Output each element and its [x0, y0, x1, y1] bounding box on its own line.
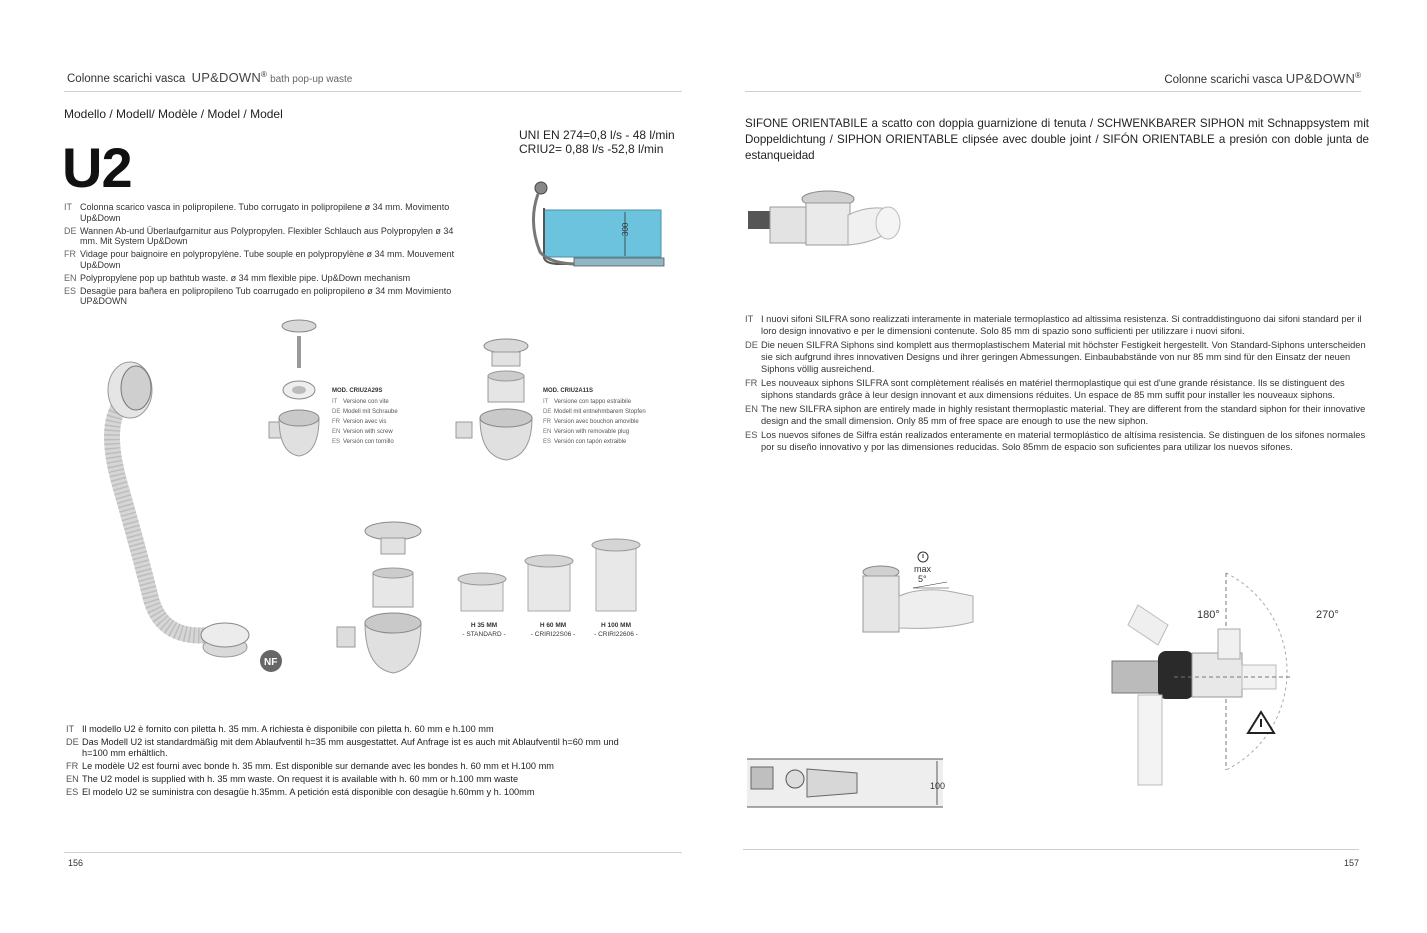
lang-code: FR — [66, 761, 79, 771]
lang-code: ES — [64, 285, 77, 296]
description-list — [64, 202, 456, 309]
lang-code: IT — [332, 399, 338, 405]
description-text: Wannen Ab-und Überlaufgarnitur aus Polypropylen. Flexibler Schlauch aus Polypropylen ø 34 mm. Mit System Up&Down — [80, 225, 454, 246]
criu2a11s-exploded-image — [452, 338, 542, 468]
description-text: Colonna scarico vasca in polipropilene. Tubo corrugato in polipropilene ø 34 mm. Movimento Up&Down — [80, 202, 450, 223]
left-page — [0, 0, 713, 933]
mod-text: Version avec bouchon amovible — [554, 419, 639, 425]
mod-text: Version avec vis — [343, 419, 387, 425]
siphon-tilt-image — [853, 548, 983, 640]
header-subtitle: bath pop-up waste — [270, 74, 353, 85]
size-height: H 100 MM — [601, 622, 631, 629]
note-text: Le modèle U2 est fourni avec bonde h. 35 mm. Est disponible sur demande avec les bondes h. 60 mm et H.100 mm — [82, 761, 554, 771]
description-item — [64, 202, 456, 223]
description-text: Los nuevos sifones de Silfra están realizados enteramente en material termoplástico de altísima resistencia. Se distinguen de los sifones normales por su diseño innovativo y por las dimensiones reducidas. Solo 85mm de espacio son suficientes para utilizar los nuevos sifones. — [761, 430, 1366, 452]
note-item — [66, 737, 641, 759]
criu2a29s-exploded-image — [255, 318, 330, 468]
size-height: H 35 MM — [470, 622, 498, 629]
diagram-dim-300: 300 — [621, 222, 630, 236]
lang-code: IT — [543, 399, 549, 405]
footer-rule — [743, 849, 1359, 850]
lang-code: ES — [66, 787, 79, 797]
lang-code: EN — [332, 429, 341, 435]
mod-row — [332, 417, 398, 427]
mod-criu2a29s-legend — [332, 386, 398, 447]
flow-rates — [519, 128, 675, 156]
mod-row — [332, 397, 398, 407]
mod-row — [543, 407, 646, 417]
left-header — [67, 70, 352, 85]
lang-code: ES — [332, 439, 341, 445]
lang-code: DE — [64, 225, 77, 236]
lang-code: ES — [543, 439, 552, 445]
page-number: 156 — [68, 858, 84, 868]
lang-code: FR — [64, 249, 76, 259]
note-text: El modelo U2 se suministra con desagüe h.35mm. A petición está disponible con desagüe h.60mm y h. 100mm — [82, 787, 535, 797]
mod-row — [543, 437, 646, 447]
mod-row — [543, 417, 646, 427]
waste-body-exploded-image — [335, 523, 435, 683]
description-text: I nuovi sifoni SILFRA sono realizzati interamente in materiale termoplastico ad altissima resistenza. Si contraddistinguono dai sifoni standard per il loro design innovativo e per le dimensioni contenute. Solo 85 mm di spazio sono sufficienti per utilizzare i nuovi sifoni. — [761, 314, 1362, 336]
mod-row — [332, 407, 398, 417]
lang-code: EN — [745, 404, 758, 414]
lang-code: FR — [332, 419, 340, 425]
nf-mark-text: NF — [264, 657, 278, 668]
size-code: - CRIRI22S06 - — [530, 631, 576, 638]
mod-text: Versión con tornillo — [343, 439, 394, 445]
header-title: Colonne scarichi vasca — [67, 73, 186, 85]
mod-row — [332, 427, 398, 437]
right-page — [713, 0, 1427, 933]
note-text: The U2 model is supplied with h. 35 mm waste. On request it is available with h. 60 mm or h.100 mm waste — [82, 774, 519, 784]
lang-code: DE — [332, 409, 341, 415]
note-item — [66, 761, 641, 772]
lang-code: IT — [66, 724, 75, 734]
lang-code: IT — [64, 202, 72, 212]
lang-code: IT — [745, 314, 754, 324]
section-dim-100: 100 — [930, 781, 946, 791]
mod-text: Versione con vite — [343, 399, 389, 405]
description-text: Polypropylene pop up bathtub waste. ø 34 mm flexible pipe. Up&Down mechanism — [80, 272, 411, 283]
size-height: H 60 MM — [539, 622, 567, 629]
header-title: Colonne scarichi vasca — [1164, 74, 1283, 86]
flow-line-2: CRIU2= 0,88 l/s -52,8 l/min — [519, 142, 664, 156]
note-item — [66, 724, 641, 735]
model-label: Modello / Modell/ Modèle / Model / Model — [64, 107, 283, 121]
mod-text: Versión con tapón extraible — [554, 439, 627, 445]
page-number: 157 — [1343, 858, 1359, 868]
waste-sizes-image — [455, 535, 645, 615]
mod-title: MOD. CRIU2A11S — [543, 388, 594, 394]
description-text: Desagüe para bañera en polipropileno Tub coarrugado en polipropileno ø 34 mm Movimiento UP&DOWN — [80, 285, 452, 306]
description-item — [745, 339, 1371, 375]
description-text: The new SILFRA siphon are entirely made in highly resistant thermoplastic material. They are different from the standard siphon for their innovative design and the small dimension. Only 85 mm of free space are enough to use the new siphon. — [761, 404, 1366, 426]
note-item — [66, 787, 641, 798]
tilt-angle-label: 5° — [918, 574, 927, 584]
lang-code: EN — [64, 272, 77, 283]
header-brand: UP&DOWN — [1285, 71, 1356, 86]
mod-text: Version with removable plug — [554, 429, 630, 435]
siphon-section-diagram — [747, 753, 967, 813]
size-h100 — [584, 621, 648, 639]
mod-title: MOD. CRIU2A29S — [332, 388, 383, 394]
angle-180-label: 180° — [1197, 609, 1220, 621]
mod-row — [332, 437, 398, 447]
tilt-max-label: max — [914, 564, 932, 574]
size-h35 — [453, 621, 515, 639]
description-item — [64, 286, 456, 307]
header-rule — [64, 91, 682, 92]
mod-text: Modell mit Schraube — [343, 409, 398, 415]
mod-text: Version with screw — [343, 429, 393, 435]
lang-code: EN — [543, 429, 552, 435]
lang-code: DE — [66, 737, 79, 747]
header-rule — [745, 91, 1361, 92]
description-item — [745, 313, 1371, 337]
note-text: Das Modell U2 ist standardmäßig mit dem Ablaufventil h=35 mm ausgestattet. Auf Anfrage ist es auch mit Ablaufventil h=60 mm und h=100 mm erhältlich. — [82, 737, 619, 758]
note-text: Il modello U2 è fornito con piletta h. 35 mm. A richiesta è disponibile con piletta h. 60 mm e h.100 mm — [82, 724, 494, 734]
header-reg: ® — [1355, 71, 1361, 81]
header-brand: UP&DOWN — [191, 70, 261, 85]
mod-text: Modell mit entnehmbarem Stopfen — [554, 409, 646, 415]
mod-text: Versione con tappo estraibile — [554, 399, 632, 405]
size-code: - STANDARD - — [462, 631, 506, 638]
lang-code: FR — [543, 419, 551, 425]
description-text: Vidage pour baignoire en polypropylène. Tube souple en polypropylène ø 34 mm. Mouvement Up&Down — [80, 249, 455, 270]
siphon-description-list — [745, 313, 1371, 455]
model-code: U2 — [62, 136, 132, 199]
note-item — [66, 774, 641, 785]
header-reg: ® — [260, 70, 267, 80]
description-item — [64, 226, 456, 247]
siphon-rotation-diagram — [1108, 565, 1348, 795]
lang-code: ES — [745, 430, 758, 440]
mod-row — [543, 427, 646, 437]
footer-rule — [64, 852, 682, 853]
description-item — [64, 249, 456, 270]
flow-line-1: UNI EN 274=0,8 l/s - 48 l/min — [519, 128, 675, 142]
siphon-title: SIFONE ORIENTABILE a scatto con doppia guarnizione di tenuta / SCHWENKBARER SIPHON mit Schnappsystem mit Doppeldichtung / SIPHON ORIENTABLE clipsée avec double joint / SIFÓN ORIENTABLE a presión con doble junta de estanqueidad — [745, 117, 1369, 162]
size-h60 — [520, 621, 586, 639]
description-item — [745, 403, 1371, 427]
lang-code: DE — [543, 409, 552, 415]
size-code: - CRIRI22606 - — [594, 631, 638, 638]
description-item — [745, 377, 1371, 401]
description-text: Les nouveaux siphons SILFRA sont complètement réalisés en matériel thermoplastique qui est d'une grande résistance. Ils se distinguent des siphons standards grâce à leur design innovant et aux dimensions réduites. Un espace de 85 mm suffit pour installer les nouveaux siphons. — [761, 378, 1345, 400]
bottom-notes — [66, 724, 641, 800]
lang-code: EN — [66, 774, 79, 784]
lang-code: FR — [745, 378, 758, 388]
right-header — [1164, 71, 1361, 86]
description-item — [745, 429, 1371, 453]
description-text: Die neuen SILFRA Siphons sind komplett aus thermoplastischem Material mit höchster Festigkeit hergestellt. Von Standard-Siphons unterscheiden sie sich aufgrund ihres innovativen Designs und ihrer geringen Abmessungen. Einbaubabstände von nur 85 mm sind für den Einsatz der neuen Siphons völlig ausreichend. — [761, 340, 1366, 374]
lang-code: DE — [745, 340, 758, 350]
description-item — [64, 273, 456, 284]
mod-criu2a11s-legend — [543, 386, 646, 447]
mod-row — [543, 397, 646, 407]
bathtub-install-diagram — [520, 172, 670, 277]
angle-270-label: 270° — [1316, 609, 1339, 621]
siphon-product-image — [748, 185, 908, 265]
